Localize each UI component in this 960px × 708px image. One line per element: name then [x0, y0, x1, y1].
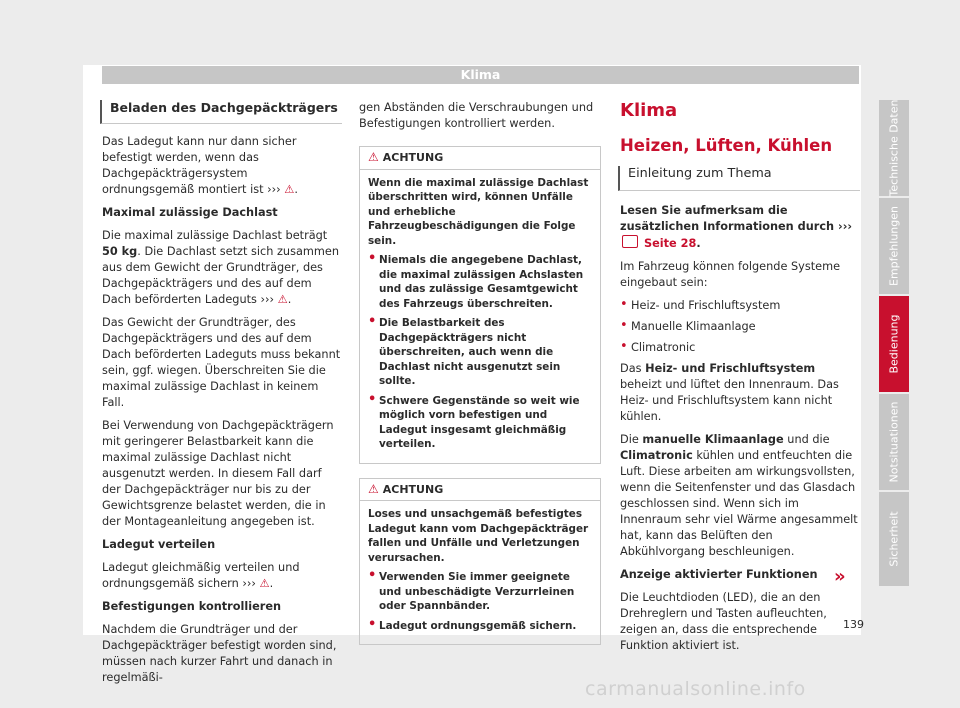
warning-item: • Schwere Gegenstände so weit wie möglich vorn befestigen und Ladegut insgesamt gleichmäßig verteilen.	[368, 394, 592, 452]
subheading: Befestigungen kontrollieren	[102, 600, 282, 613]
paragraph: Das Ladegut kann nur dann sicher befestigt werden, wenn das Dachgepäckträgersystem ordnungsgemäß montiert ist ››› ⚠.	[102, 135, 299, 196]
paragraph: Nachdem die Grundträger und der Dachgepäckträger befestigt worden sind, müssen nach kurzer Fahrt und danach in regelmäßi-	[102, 623, 337, 684]
lead-text: Lesen Sie aufmerksam die zusätzlichen Informationen durch ››› Seite 28.	[620, 204, 852, 250]
column-3	[620, 100, 860, 661]
warning-intro: Loses und unsachgemäß befestigtes Ladegut kann vom Dachgepäckträger fallen und Unfälle und Verletzungen verursachen.	[368, 508, 589, 564]
paragraph: Im Fahrzeug können folgende Systeme eingebaut sein:	[620, 260, 841, 289]
paragraph: Die Leuchtdioden (LED), die an den Drehreglern und Tasten aufleuchten, zeigen an, dass die entsprechende Funktion aktiviert ist.	[620, 591, 827, 652]
paragraph: Die maximal zulässige Dachlast beträgt 50 kg. Die Dachlast setzt sich zusammen aus dem Gewicht der Grundträger, des Dachgepäckträgers und des auf dem Dach beförderten Ladeguts ››› ⚠.	[102, 229, 340, 306]
warning-icon: ⚠	[259, 577, 270, 590]
subheading: Anzeige aktivierter Funktionen	[620, 568, 818, 581]
paragraph: Die manuelle Klimaanlage und die Climatronic kühlen und entfeuchten die Luft. Diese arbeiten am wirkungsvollsten, wenn die Seitenfenster und das Glasdach geschlossen sind. Wenn sich im Innenraum sehr viel Wärme angesammelt hat, kann das Belüften den Abkühlvorgang beschleunigen.	[620, 433, 858, 558]
tab-notsituationen[interactable]: Notsituationen	[879, 394, 909, 490]
section-title: Beladen des Dachgepäckträgers	[100, 100, 342, 124]
topic-title: Einleitung zum Thema	[618, 166, 860, 191]
warning-item: • Niemals die angegebene Dachlast, die maximal zulässigen Achslasten und das zulässige Gesamtgewicht des Fahrzeugs überschreiten.	[368, 253, 592, 311]
subheading: Ladegut verteilen	[102, 538, 216, 551]
column-1	[102, 100, 342, 693]
tab-empfehlungen[interactable]: Empfehlungen	[879, 198, 909, 294]
list-item: • Climatronic	[620, 340, 860, 356]
page-header: Klima	[102, 66, 859, 84]
page-number: 139	[843, 618, 864, 631]
continued-arrow: »	[834, 566, 846, 587]
list-item: • Manuelle Klimaanlage	[620, 319, 860, 335]
warning-icon: ⚠	[284, 183, 295, 196]
paragraph: Bei Verwendung von Dachgepäckträgern mit geringerer Belastbarkeit kann die maximal zulässige Dachlast nicht ausgenutzt werden. In diesem Fall darf der Dachgepäckträger nur bis zu der Gewichtsgrenze belastet werden, die in der Montageanleitung angegeben ist.	[102, 419, 334, 528]
book-icon	[622, 235, 638, 248]
paragraph: gen Abständen die Verschraubungen und Befestigungen kontrolliert werden.	[359, 101, 594, 130]
warning-icon: ⚠	[368, 150, 379, 164]
tab-bedienung[interactable]: Bedienung	[879, 296, 909, 392]
watermark: carmanualsonline.info	[585, 678, 806, 700]
systems-list	[620, 298, 860, 356]
warning-item: • Die Belastbarkeit des Dachgepäckträgers nicht überschreiten, auch wenn die Dachlast nicht ausgenutzt sein sollte.	[368, 316, 592, 389]
warning-icon: ⚠	[368, 481, 379, 496]
paragraph: Das Gewicht der Grundträger, des Dachgepäckträgers und des auf dem Dach beförderten Ladeguts muss bekannt sein, ggf. wiegen. Überschreiten Sie die maximal zulässige Dachlast in keinem Fall.	[102, 316, 341, 409]
side-tabs	[879, 100, 909, 588]
paragraph: Ladegut gleichmäßig verteilen und ordnungsgemäß sichern ››› ⚠.	[102, 561, 300, 590]
warning-intro: Wenn die maximal zulässige Dachlast überschritten wird, können Unfälle und erhebliche Fahrzeugbeschädigungen die Folge sein.	[368, 176, 589, 247]
warning-item: • Ladegut ordnungsgemäß sichern.	[368, 619, 592, 634]
warning-item: • Verwenden Sie immer geeignete und unbeschädigte Verzurrleinen oder Spannbänder.	[368, 570, 592, 614]
warning-header: ⚠ ACHTUNG	[360, 147, 600, 170]
list-item: • Heiz- und Frischluftsystem	[620, 298, 860, 314]
warning-box-2	[359, 478, 601, 646]
subheading: Maximal zulässige Dachlast	[102, 206, 278, 219]
page-link[interactable]: Seite 28	[643, 237, 697, 250]
chapter-subtitle: Heizen, Lüften, Kühlen	[620, 136, 833, 155]
warning-box-1	[359, 146, 601, 464]
tab-technische-daten[interactable]: Technische Daten	[879, 100, 909, 196]
tab-sicherheit[interactable]: Sicherheit	[879, 492, 909, 586]
chapter-title: Klima	[620, 100, 678, 121]
paragraph: Das Heiz- und Frischluftsystem beheizt und lüftet den Innenraum. Das Heiz- und Frischluftsystem kann nicht kühlen.	[620, 362, 839, 423]
warning-icon: ⚠	[277, 293, 288, 306]
warning-header: ⚠ ACHTUNG	[360, 479, 600, 502]
column-2	[359, 100, 601, 655]
